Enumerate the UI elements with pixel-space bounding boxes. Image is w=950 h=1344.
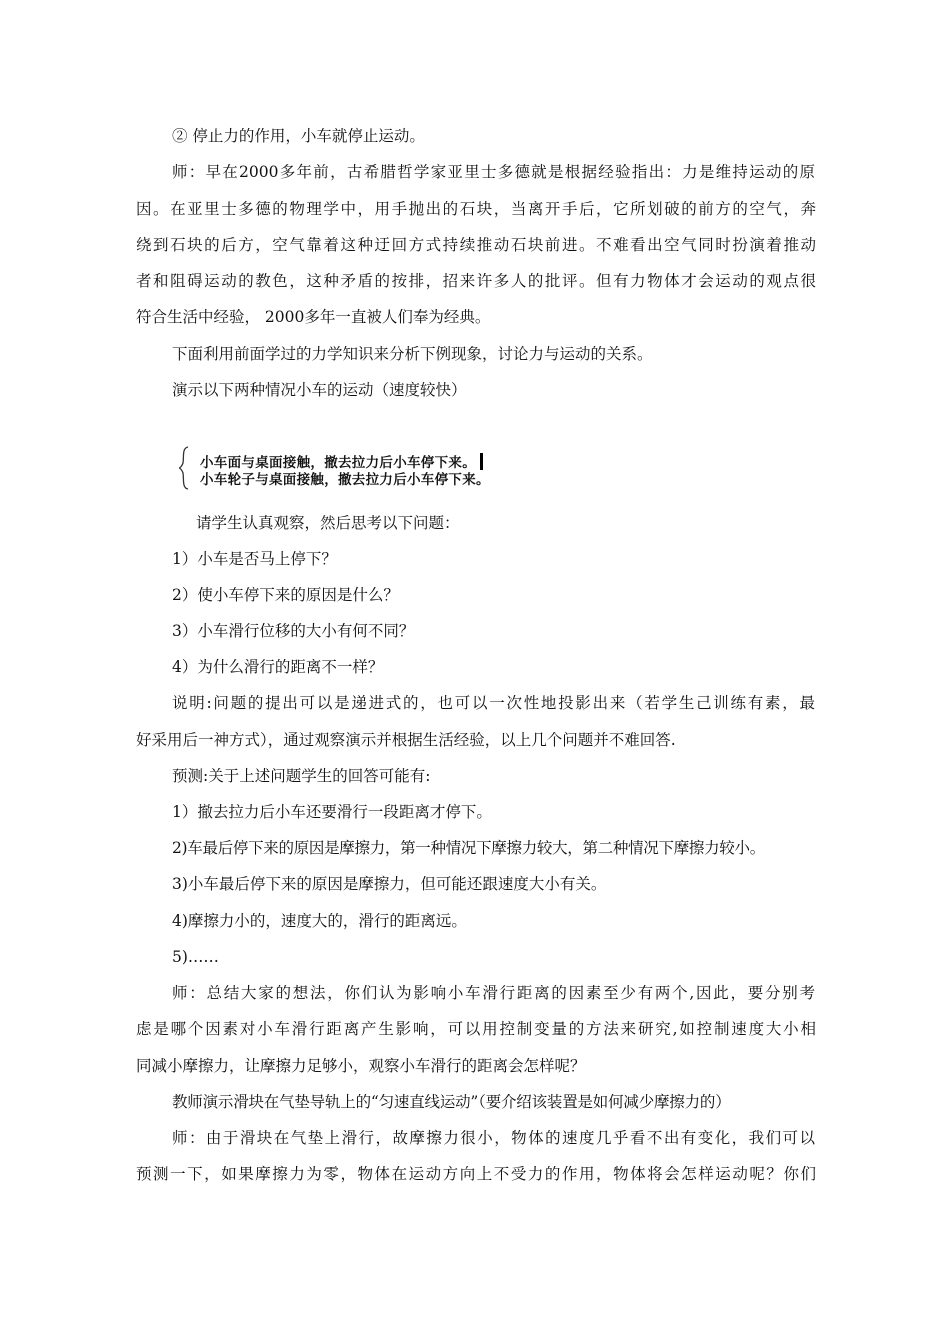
list-item: 1）撤去拉力后小车还要滑行一段距离才停下。 bbox=[172, 803, 492, 821]
paragraph-line: 好采用后一神方式），通过观察演示并根据生活经验，以上几个问题并不难回答. bbox=[136, 731, 676, 749]
paragraph-line: 师：早在2000多年前，古希腊哲学家亚里士多德就是根据经验指出：力是维持运动的原 bbox=[172, 163, 815, 181]
paragraph-line: 师：总结大家的想法，你们认为影响小车滑行距离的因素至少有两个,因此，要分别考 bbox=[172, 984, 815, 1002]
paragraph-line: 下面利用前面学过的力学知识来分析下例现象，讨论力与运动的关系。 bbox=[172, 345, 653, 363]
list-item: 2)车最后停下来的原因是摩擦力，第一种情况下摩擦力较大，第二种情况下摩擦力较小。 bbox=[172, 839, 765, 857]
paragraph-line: 者和阻碍运动的教色，这种矛盾的按排，招来许多人的批评。但有力物体才会运动的观点很 bbox=[136, 272, 816, 290]
paragraph-line: 因。在亚里士多德的物理学中，用手抛出的石块，当离开手后，它所划破的前方的空气，奔 bbox=[136, 200, 816, 218]
paragraph-line: 虑是哪个因素对小车滑行距离产生影响，可以用控制变量的方法来研究,如控制速度大小相 bbox=[136, 1020, 816, 1038]
paragraph-line: ② 停止力的作用，小车就停止运动。 bbox=[172, 127, 425, 145]
paragraph-line: 预测:关于上述问题学生的回答可能有: bbox=[172, 767, 431, 785]
list-item: 4）为什么滑行的距离不一样？ bbox=[172, 658, 384, 676]
curly-brace-icon bbox=[176, 445, 192, 491]
list-item: 3)小车最后停下来的原因是摩擦力，但可能还跟速度大小有关。 bbox=[172, 875, 607, 893]
list-item: 4)摩擦力小的，速度大的，滑行的距离远。 bbox=[172, 912, 467, 930]
paragraph-line: 绕到石块的后方，空气靠着这种迂回方式持续推动石块前进。不难看出空气同时扮演着推动 bbox=[136, 236, 816, 254]
list-item: 3）小车滑行位移的大小有何不同？ bbox=[172, 622, 415, 640]
paragraph-line: 预测一下，如果摩擦力为零，物体在运动方向上不受力的作用，物体将会怎样运动呢？你们 bbox=[136, 1165, 816, 1183]
demo-case-1: 小车面与桌面接触，撤去拉力后小车停下来。 bbox=[200, 453, 483, 472]
paragraph-line: 说明:问题的提出可以是递进式的，也可以一次性地投影出来（若学生己训练有素，最 bbox=[172, 694, 815, 712]
text-cursor-icon bbox=[480, 453, 483, 470]
paragraph-line: 同减小摩擦力，让摩擦力足够小，观察小车滑行的距离会怎样呢？ bbox=[136, 1057, 586, 1075]
paragraph-line: 演示以下两种情况小车的运动（速度较快） bbox=[172, 381, 467, 399]
list-item: 5)…… bbox=[172, 948, 219, 966]
demo-case-2: 小车轮子与桌面接触，撤去拉力后小车停下来。 bbox=[200, 472, 490, 488]
paragraph-line: 符合生活中经验， 2000多年一直被人们奉为经典。 bbox=[136, 308, 491, 326]
list-item: 1）小车是否马上停下？ bbox=[172, 550, 337, 568]
list-item: 2）使小车停下来的原因是什么？ bbox=[172, 586, 399, 604]
paragraph-line: 请学生认真观察，然后思考以下问题： bbox=[196, 514, 460, 532]
paragraph-line: 教师演示滑块在气垫导轨上的“匀速直线运动”（要介绍该装置是如何减少摩擦力的） bbox=[172, 1093, 731, 1111]
paragraph-line: 师：由于滑块在气垫上滑行，故摩擦力很小，物体的速度几乎看不出有变化，我们可以 bbox=[172, 1129, 815, 1147]
